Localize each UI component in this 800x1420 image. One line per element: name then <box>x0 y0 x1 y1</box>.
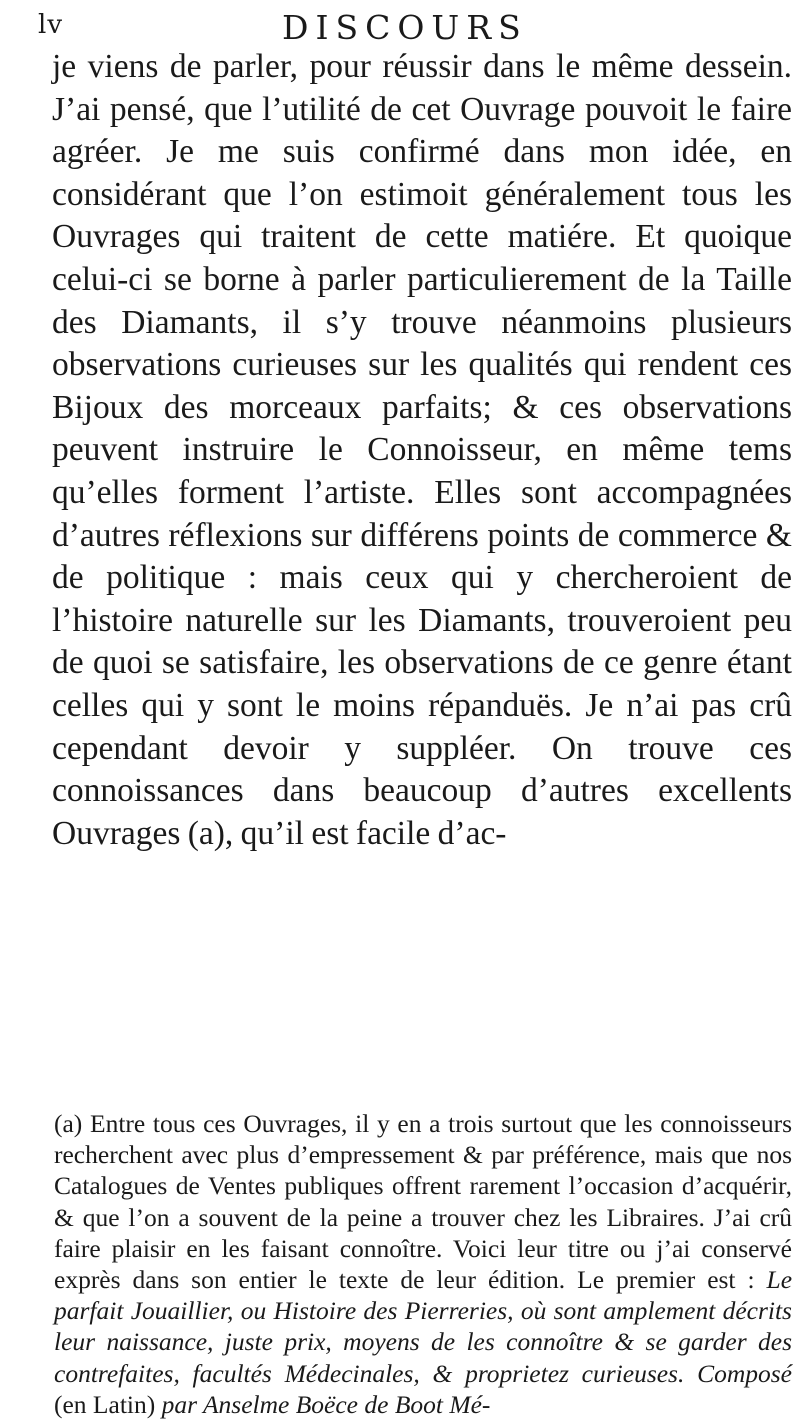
page-number: lv <box>38 10 64 40</box>
footnote <box>54 1108 792 1420</box>
running-title: DISCOURS <box>282 8 528 47</box>
footnote-text: (a) Entre tous ces Ouvrages, il y en a trois surtout que les connoisseurs recherchent avec plus d’empressement & par préférence, mais que nos Catalogues de Ventes publiques offrent rarement l’occasion d’acquérir, & que l’on a souvent de la peine a trouver chez les Libraires. J’ai crû faire plaisir en les faisant connoître. Voici leur titre ou j’ai conservé exprès dans son entier le texte de leur édition. Le premier est : <box>54 1109 792 1295</box>
footnote-language-note: (en Latin) <box>54 1389 156 1419</box>
main-text: je viens de parler, pour réussir dans le même dessein. J’ai pensé, que l’utilité de cet Ouvrage pouvoit le faire agréer. Je me suis confirmé dans mon idée, en considérant que l’on estimoit généralement tous les Ouvrages qui traitent de cette matiére. Et quoique celui-ci se borne à parler particulierement de la Taille des Diamants, il s’y trouve néanmoins plusieurs observations curieuses sur les qualités qui rendent ces Bijoux des morceaux parfaits; & ces observations peuvent instruire le Connoisseur, en même tems qu’elles forment l’artiste. Elles sont accompagnées d’autres réflexions sur différens points de commerce & de politique : mais ceux qui y chercheroient de l’histoire naturelle sur les Diamants, trouveroient peu de quoi se satisfaire, les observations de ce genre étant celles qui y sont le moins répanduës. Je n’ai pas crû cependant devoir y suppléer. On trouve ces connoissances dans beaucoup d’autres excellents Ouvrages (a), qu’il est facile d’ac- <box>52 48 792 852</box>
footnote-book-title: Le parfait Jouaillier, ou Histoire des Pierreries, où sont amplement décrits leur naissance, juste prix, moyens de les connoître & se garder des contrefaites, facultés Médecinales, & proprietez curieuses. Composé <box>54 1265 793 1388</box>
footnote-author: par Anselme Boëce de Boot Mé- <box>161 1389 491 1419</box>
page-header <box>38 8 770 47</box>
